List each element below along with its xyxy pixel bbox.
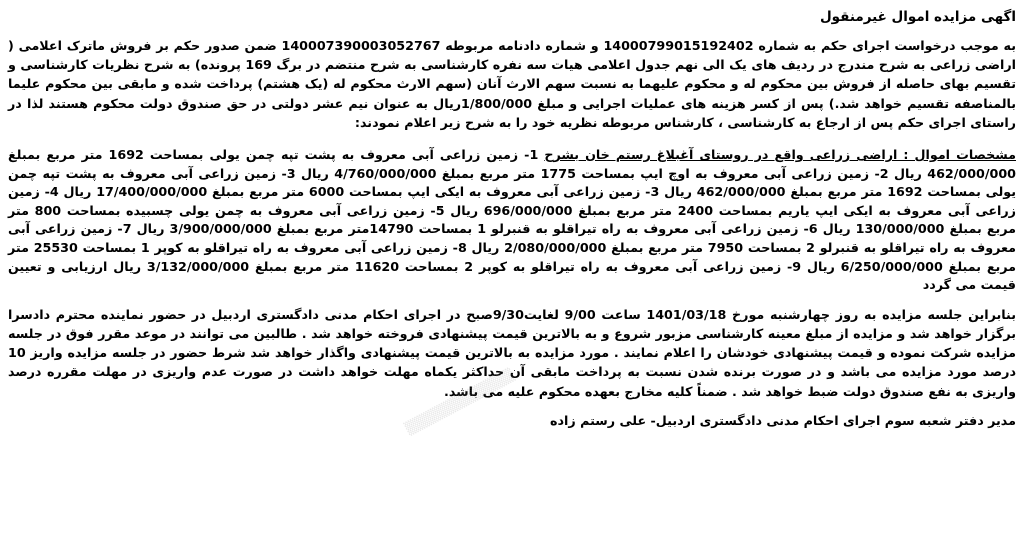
property-specs-paragraph (8, 146, 1016, 295)
notice-signature: مدیر دفتر شعبه سوم اجرای احکام مدنی دادگستری اردبیل- علی رستم زاده (550, 412, 1016, 428)
auction-details-paragraph: بنابراین جلسه مزایده به روز چهارشنبه مورخ 1401/03/18 ساعت 9/00 لغایت9/30صبح در اجرای احکام مدنی دادگستری اردبیل در حضور نماینده محترم دادسرا برگزار خواهد شد و مزایده از مبلغ معینه کارشناسی مزبور شروع و به بالاترین قیمت پیشنهادی فروخته خواهد شد . طالبین می توانند در موعد مقرر فوق در جلسه مزایده شرکت نموده و قیمت پیشنهادی خودشان را اعلام نمایند . مورد مزایده به بالاترین قیمت پیشنهادی واگذار خواهد شد شرط حضور در جلسه مزایده واریز 10 درصد مورد مزایده می باشد و در صورت برنده شدن نسبت به پرداخت مابقی آن حداکثر یکماه مهلت خواهد داشت در صورت عدم واریزی در مهلت مقرره درصد واریزی به نفع صندوق دولت ضبط خواهد شد . ضمناً کلیه مخارج بعهده محکوم علیه می باشد. (8, 306, 1016, 399)
notice-title: اگهی مزایده اموال غیرمنقول (819, 9, 1016, 25)
watermark-stamp: ▒▒▒▒▒▒▒▒▒▒▒▒ (403, 367, 517, 438)
notice-intro-paragraph: به موجب درخواست اجرای حکم به شماره 14000799015192402 و شماره دادنامه مربوطه 140007390003052767 ضمن صدور حکم بر فروش ماترک اعلامی ( اراضی زراعی به شرح مندرج در ردیف های یک الی نهم جدول اعلامی هیات سه نفره کارشناسی به شرح منتضم در برگ 169 پرونده) به شرح نظریات کارشناسی و تقسیم بهای حاصله از فروش بین محکوم له و محکوم علیهما به نسبت سهم الارث آنان (سهم الارث محکوم له (یک هشتم) پرداخت شده و مابقی بین محکوم علیما بالمناصفه تقسیم خواهد شد.) پس از کسر هزینه های عملیات اجرایی و مبلغ 1/800/000ریال به عنوان نیم عشر دولتی در حق صندوق دولت محکوم هستند لذا در راستای اجرای حکم پس از ارجاع به کارشناسی ، کارشناس مربوطه نظریه خود را به شرح زیر اعلام نمودند: (8, 38, 1017, 130)
property-specs-lead: مشخصات اموال : اراضی زراعی واقع در روستای آغبلاغ رستم خان بشرح (544, 147, 1016, 163)
property-specs-body: 1- زمین زراعی آبی معروف به پشت تپه چمن یولی بمساحت 1692 متر مربع بمبلغ 462/000/000 ریال 2- زمین زراعی آبی معروف به اوچ ایپ بمساحت 1775 متر مربع بمبلغ 4/760/000/000 ریال 3- زمین زراعی آبی معروف به پشت تپه چمن یولی بمساحت 1692 متر مربع بمبلغ 462/000/000 ریال 3- زمین زراعی آبی معروف به ایکی ایپ بمساحت 6000 متر مربع بمبلغ 17/400/000/000 ریال 4- زمین زراعی آبی معروف به ایکی ایپ یاریم بمساحت 2400 متر مربع بمبلغ 696/000/000 ریال 5- زمین زراعی آبی معروف به چمن یولی چسبیده بمساحت 800 متر مربع بمبلغ 130/000/000 ریال 6- زمین زراعی آبی معروف به راه تیراقلو به قنبرلو 1 بمساحت 14790متر مربع بمبلغ 3/900/000/000 ریال 7- زمین زراعی آبی معروف به راه تیراقلو به قنبرلو 2 بمساحت 7950 متر مربع بمبلغ 2/080/000/000 ریال 8- زمین زراعی آبی معروف به راه تیراقلو به کوپر 1 بمساحت 25530 متر مربع بمبلغ 6/250/000/000 ریال 9- زمین زراعی آبی معروف به راه تیراقلو به کوپر 2 بمساحت 11620 متر مربع بمبلغ 3/132/000/000 ریال ارزیابی و تعیین قیمت می گردد (8, 147, 1017, 293)
